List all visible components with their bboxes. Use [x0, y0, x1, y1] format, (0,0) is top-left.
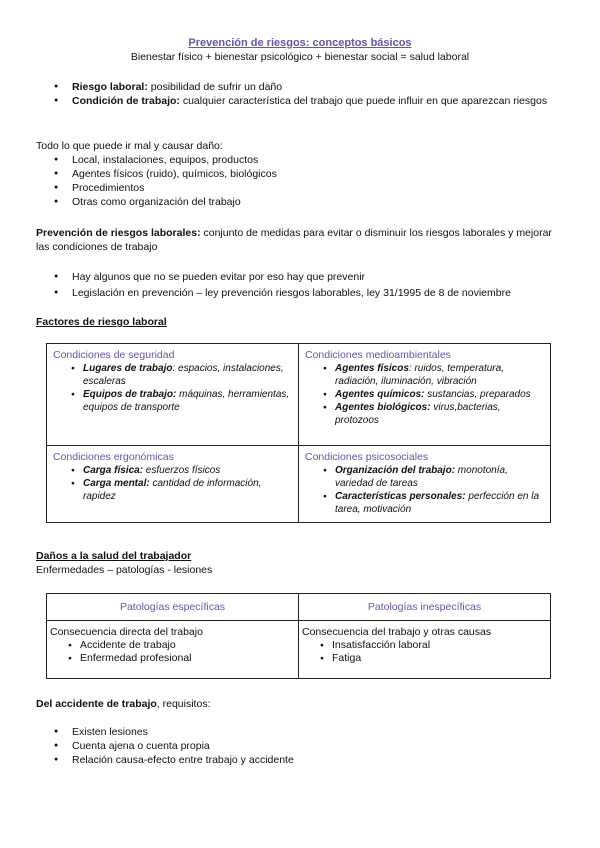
cell-intro: Consecuencia directa del trabajo [50, 626, 203, 638]
list-item: ● Existen lesiones [36, 725, 556, 739]
cell-title: Condiciones ergonómicas [53, 451, 174, 463]
list-item: ● Carga mental: cantidad de información, rapidez [53, 477, 292, 503]
cell-list [305, 464, 544, 516]
list-item: ● Carga física: esfuerzos físicos [53, 464, 292, 477]
list-item: ● Procedimientos [36, 181, 556, 195]
list-item: ● Agentes químicos: sustancias, preparados [305, 388, 544, 401]
factors-cell-ergonomic [47, 446, 299, 523]
damages-header-specific [47, 594, 299, 621]
factors-cell-environment [299, 344, 551, 446]
factors-cell-security [47, 344, 299, 446]
list-item: ● Riesgo laboral: posibilidad de sufrir un daño [36, 80, 556, 94]
factors-table [46, 343, 551, 523]
damages-cell-specific [47, 621, 299, 679]
list-item: ● Características personales: perfección en la tarea, motivación [305, 490, 544, 516]
cell-list [302, 639, 547, 665]
list-item: ● Fatiga [302, 652, 547, 665]
damages-subheading: Enfermedades – patologías - lesiones [36, 564, 213, 576]
damages-cell-nonspecific [299, 621, 551, 679]
damages-table [46, 593, 551, 679]
intro-list-heading: Todo lo que puede ir mal y causar daño: [36, 140, 223, 152]
list-item: ● Legislación en prevención – ley prevención riesgos laborables, ley 31/1995 de 8 de noviembre [36, 286, 566, 300]
factors-heading: Factores de riesgo laboral [36, 316, 167, 328]
list-item: ● Hay algunos que no se pueden evitar por eso hay que prevenir [36, 270, 566, 284]
damages-heading: Daños a la salud del trabajador [36, 550, 192, 562]
cell-list [305, 362, 544, 427]
cell-title: Condiciones psicosociales [305, 451, 429, 463]
cell-list [53, 362, 292, 414]
cell-list [50, 639, 295, 665]
list-item: ● Accidente de trabajo [50, 639, 295, 652]
cell-list [53, 464, 292, 503]
page-title: Prevención de riesgos: conceptos básicos [188, 37, 412, 49]
accident-heading: Del accidente de trabajo, requisitos: [36, 698, 211, 710]
list-item: ● Otras como organización del trabajo [36, 195, 556, 209]
list-item: ● Enfermedad profesional [50, 652, 295, 665]
list-item: ● Local, instalaciones, equipos, productos [36, 153, 556, 167]
list-item: ● Agentes biológicos: virus,bacterias, protozoos [305, 401, 544, 427]
factors-cell-psychosocial [299, 446, 551, 523]
accident-list [36, 725, 556, 767]
list-item: ● Agentes físicos (ruido), químicos, biológicos [36, 167, 556, 181]
list-item: ● Equipos de trabajo: máquinas, herramientas, equipos de transporte [53, 388, 292, 414]
prevention-definition: Prevención de riesgos laborales: conjunto de medidas para evitar o disminuir los riesgos laborales y mejorar las condiciones de trabajo [36, 227, 552, 253]
intro-list [36, 153, 556, 209]
cell-title: Condiciones de seguridad [53, 349, 175, 361]
definitions-list [36, 80, 556, 108]
list-item: ● Insatisfacción laboral [302, 639, 547, 652]
list-item: ● Lugares de trabajo: espacios, instalaciones, escaleras [53, 362, 292, 388]
prevention-list [36, 270, 566, 300]
column-title: Patologías específicas [119, 601, 226, 613]
page-subtitle: Bienestar físico + bienestar psicológico + bienestar social = salud laboral [130, 51, 470, 63]
column-title: Patologías inespecíficas [367, 601, 482, 613]
damages-header-nonspecific [299, 594, 551, 621]
cell-intro: Consecuencia del trabajo y otras causas [302, 626, 492, 638]
list-item: ● Organización del trabajo: monotonía, variedad de tareas [305, 464, 544, 490]
list-item: ● Condición de trabajo: cualquier característica del trabajo que puede influir en que aparezcan riesgos [36, 94, 556, 108]
list-item: ● Agentes físicos: ruidos, temperatura, radiación, iluminación, vibración [305, 362, 544, 388]
cell-title: Condiciones medioambientales [305, 349, 451, 361]
list-item: ● Cuenta ajena o cuenta propia [36, 739, 556, 753]
list-item: ● Relación causa-efecto entre trabajo y accidente [36, 753, 556, 767]
